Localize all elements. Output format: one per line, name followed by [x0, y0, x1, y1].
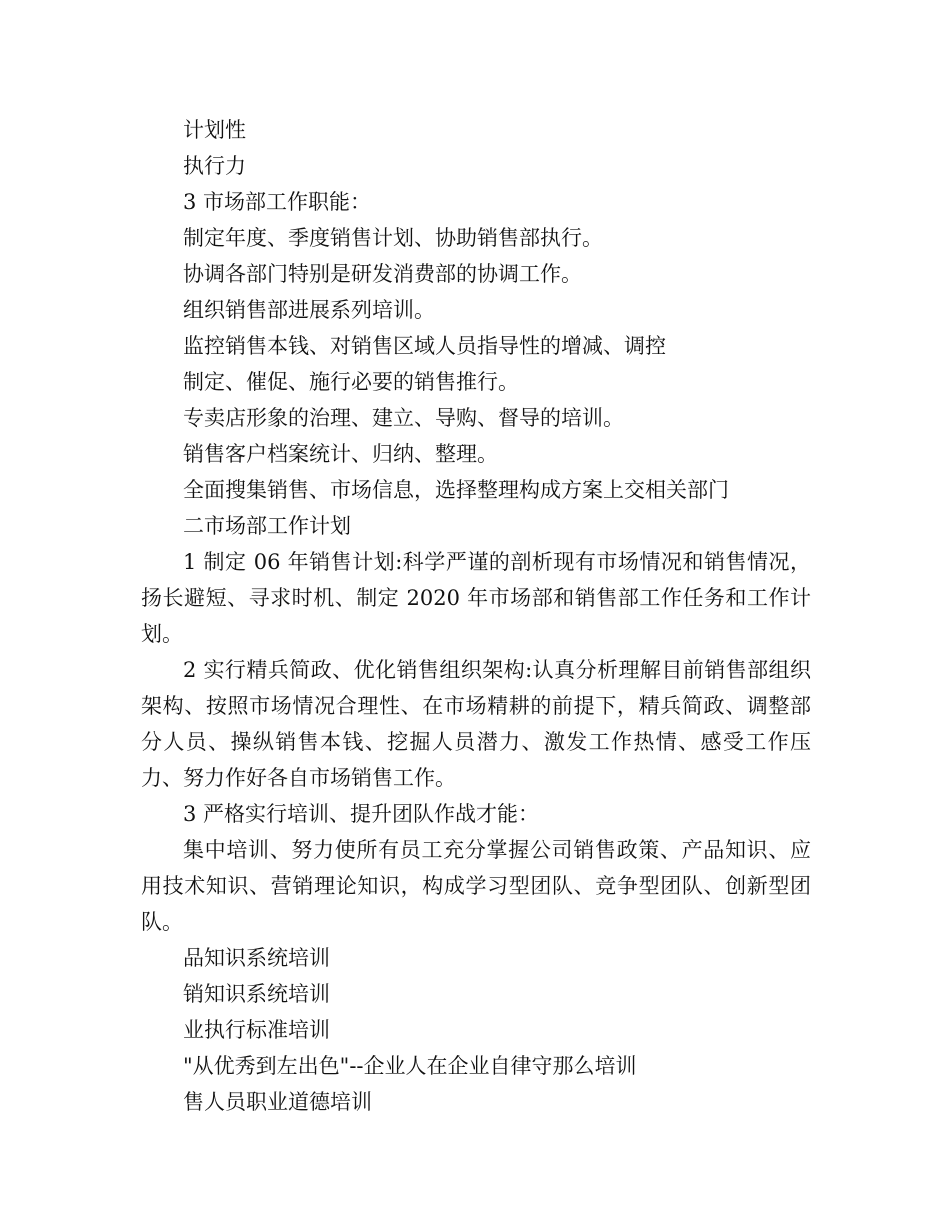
text-line: 全面搜集销售、市场信息，选择整理构成方案上交相关部门	[183, 478, 729, 502]
training-item: 售人员职业道德培训	[183, 1090, 372, 1114]
text-line: 销售客户档案统计、归纳、整理。	[183, 442, 498, 466]
section-heading: 二市场部工作计划	[183, 514, 351, 538]
training-item: 销知识系统培训	[183, 982, 330, 1006]
paragraph-sales-plan: 1 制定 06 年销售计划:科学严谨的剖析现有市场情况和销售情况，扬长避短、寻求时机、制定 2020 年市场部和销售部工作任务和工作计划。	[141, 550, 811, 646]
text-line: 计划性	[183, 118, 246, 142]
text-line: 制定、催促、施行必要的销售推行。	[183, 370, 519, 394]
text-line: 执行力	[183, 154, 246, 178]
paragraph-training-detail: 集中培训、努力使所有员工充分掌握公司销售政策、产品知识、应用技术知识、营销理论知识，构成学习型团队、竞争型团队、创新型团队。	[141, 838, 811, 934]
text-line: 制定年度、季度销售计划、协助销售部执行。	[183, 226, 603, 250]
text-line: 3 市场部工作职能：	[183, 190, 372, 214]
text-line: 协调各部门特别是研发消费部的协调工作。	[183, 262, 582, 286]
training-item: 品知识系统培训	[183, 946, 330, 970]
paragraph-training-heading: 3 严格实行培训、提升团队作战才能：	[183, 802, 540, 826]
text-line: 专卖店形象的治理、建立、导购、督导的培训。	[183, 406, 624, 430]
text-line: 组织销售部进展系列培训。	[183, 298, 435, 322]
training-item: "从优秀到左出色"--企业人在企业自律守那么培训	[183, 1054, 637, 1078]
text-line: 监控销售本钱、对销售区域人员指导性的增减、调控	[183, 334, 666, 358]
training-item: 业执行标准培训	[183, 1018, 330, 1042]
document-page	[141, 112, 811, 1120]
paragraph-org-structure: 2 实行精兵简政、优化销售组织架构:认真分析理解目前销售部组织架构、按照市场情况合理性、在市场精耕的前提下，精兵简政、调整部分人员、操纵销售本钱、挖掘人员潜力、激发工作热情、感受工作压力、努力作好各自市场销售工作。	[141, 658, 811, 790]
